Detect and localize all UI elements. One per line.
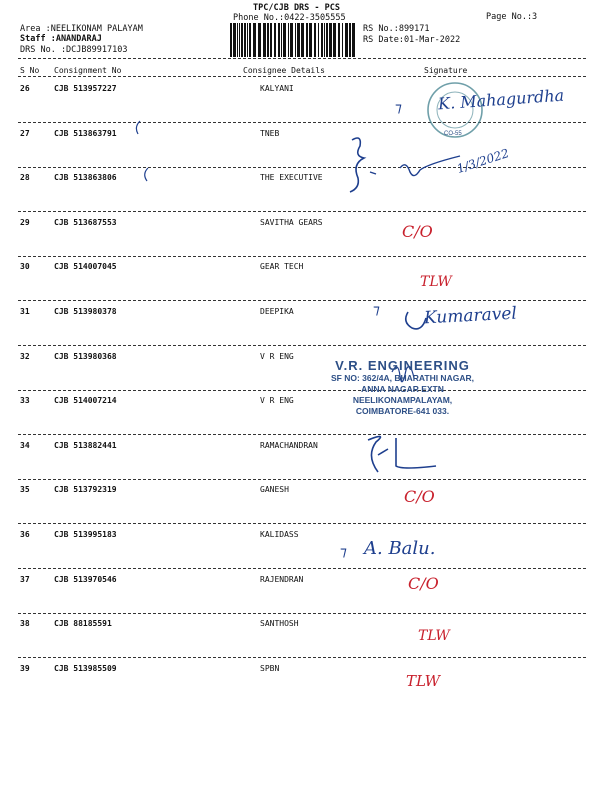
row-consignee: GANESH	[260, 485, 289, 494]
stamp-address-line2: ANNA NAGAR EXTN	[361, 384, 444, 394]
handwritten-signature-36: A. Balu.	[364, 538, 436, 559]
row-consignment-no: CJB 513980378	[54, 307, 117, 316]
handwritten-date-28: 1/3/2022	[455, 146, 511, 176]
row-consignee: TNEB	[260, 129, 280, 138]
row-consignee: KALIDASS	[260, 530, 299, 539]
row-consignee: DEEPIKA	[260, 307, 294, 316]
stamp-address-line4: COIMBATORE-641 033.	[355, 406, 450, 416]
tick-mark-27	[136, 121, 140, 134]
row-consignment-no: CJB 513957227	[54, 84, 117, 93]
handwritten-note-37: C/O	[408, 574, 439, 593]
row-consignee: V R ENG	[260, 352, 294, 361]
arrow-mark-26: ⁊	[395, 100, 402, 116]
row-sno: 31	[20, 307, 30, 316]
row-consignee: KALYANI	[260, 84, 294, 93]
handwritten-note-29: C/O	[402, 222, 433, 241]
row-consignee: SPBN	[260, 664, 280, 673]
row-sno: 30	[20, 262, 30, 271]
document-title: TPC/CJB DRS - PCS	[253, 3, 340, 13]
col-consignment-header: Consignment No	[54, 66, 122, 75]
row-consignment-no: CJB 514007214	[54, 396, 117, 405]
row-consignment-no: CJB 513882441	[54, 441, 117, 450]
area-field: Area :NEELIKONAM PALAYAM	[20, 24, 143, 34]
phone-number: Phone No.:0422-3505555	[233, 13, 346, 23]
handwritten-note-30: TLW	[420, 274, 452, 290]
row-sno: 26	[20, 84, 30, 93]
company-stamp	[310, 358, 495, 417]
rs-date: RS Date:01-Mar-2022	[363, 35, 461, 45]
row-consignment-no: CJB 513995183	[54, 530, 117, 539]
scribble-signature-27	[350, 138, 364, 192]
signature-34	[368, 436, 436, 472]
row-sno: 27	[20, 129, 30, 138]
row-consignment-no: CJB 513687553	[54, 218, 117, 227]
row-sno: 34	[20, 441, 30, 450]
arrow-mark-31: ⁊	[373, 302, 380, 318]
handwritten-note-39: TLW	[406, 672, 441, 690]
col-consignee-header: Consignee Details	[243, 66, 325, 75]
row-consignment-no: CJB 513863791	[54, 129, 117, 138]
row-sno: 28	[20, 173, 30, 182]
row-consignee: GEAR TECH	[260, 262, 304, 271]
arrow-mark-36: ⁊	[340, 544, 347, 560]
row-consignee: SAVITHA GEARS	[260, 218, 323, 227]
row-sno: 38	[20, 619, 30, 628]
row-consignment-no: CJB 88185591	[54, 619, 112, 628]
row-consignment-no: CJB 513980368	[54, 352, 117, 361]
handwritten-note-35: C/O	[404, 487, 435, 506]
row-consignee: RAJENDRAN	[260, 575, 304, 584]
scribble-signature-28	[370, 156, 460, 176]
row-consignee: SANTHOSH	[260, 619, 299, 628]
row-consignee: V R ENG	[260, 396, 294, 405]
row-sno: 32	[20, 352, 30, 361]
staff-field: Staff :ANANDARAJ	[20, 34, 102, 44]
page-number: Page No.:3	[486, 12, 538, 22]
row-consignee: THE EXECUTIVE	[260, 173, 323, 182]
row-consignee: RAMACHANDRAN	[260, 441, 318, 450]
handwritten-note-38: TLW	[418, 628, 450, 644]
tick-mark-28	[145, 168, 148, 181]
row-consignment-no: CJB 513792319	[54, 485, 117, 494]
handwritten-signature-31: Kumaravel	[423, 303, 518, 329]
col-sno-header: S No	[20, 66, 40, 75]
row-consignment-no: CJB 513863806	[54, 173, 117, 182]
drs-number: DRS No. :DCJB89917103	[20, 45, 128, 55]
col-signature-header: Signature	[424, 66, 468, 75]
handwritten-signature-26: K. Mahagurdha	[437, 85, 565, 114]
row-sno: 37	[20, 575, 30, 584]
stamp-address-line1: SF NO: 362/4A, BHARATHI NAGAR,	[331, 373, 474, 383]
row-sno: 39	[20, 664, 30, 673]
row-sno: 36	[20, 530, 30, 539]
rs-number: RS No.:899171	[363, 24, 430, 34]
row-sno: 29	[20, 218, 30, 227]
row-sno: 35	[20, 485, 30, 494]
row-consignment-no: CJB 514007045	[54, 262, 117, 271]
row-sno: 33	[20, 396, 30, 405]
row-consignment-no: CJB 513985509	[54, 664, 117, 673]
row-consignment-no: CJB 513970546	[54, 575, 117, 584]
stamp-address-line3: NEELIKONAMPALAYAM,	[352, 395, 453, 405]
stamp-company-name: V.R. ENGINEERING	[335, 358, 470, 373]
round-seal-text: CO-55	[444, 131, 462, 137]
